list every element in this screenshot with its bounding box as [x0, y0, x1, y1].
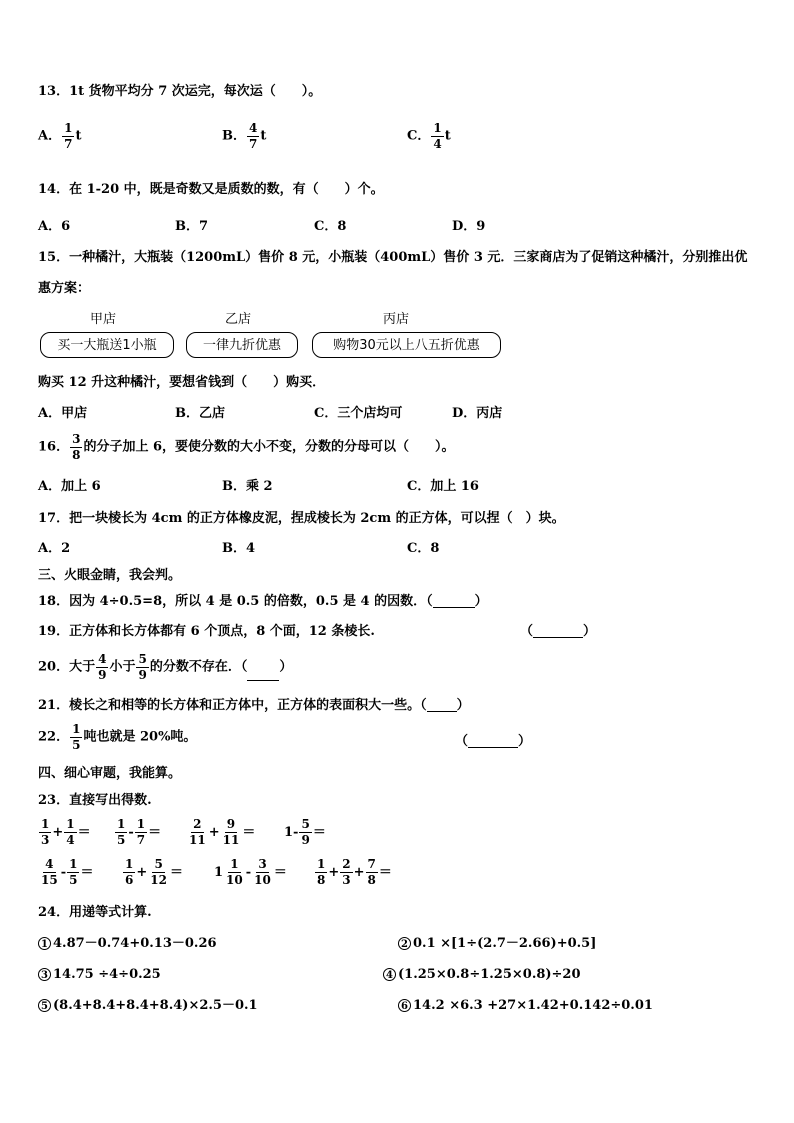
circled-number-icon: 3	[38, 968, 51, 981]
q15-option-a: A．甲店	[38, 406, 88, 421]
q24-item-3: 3 14.75 ÷4÷0.25	[38, 968, 161, 981]
q22-answer-blank[interactable]	[468, 747, 518, 748]
operator: ＝	[80, 864, 94, 880]
q14-option-b: B．7	[175, 219, 209, 234]
q17-option-a: A．2	[38, 541, 71, 556]
fraction: $\frac{2}{3}$	[342, 857, 351, 887]
fraction: $\frac{1}{8}$	[317, 857, 326, 887]
fraction: $\frac{1}{5}$	[117, 817, 126, 847]
q19-text: 19．正方体和长方体都有 6 个顶点，8 个面，12 条棱长.	[38, 624, 375, 639]
operator: 1-	[284, 824, 299, 840]
q15-text-line1: 15．一种橘汁，大瓶装（1200mL）售价 8 元，小瓶装（400mL）售价 3 元．三家商店为了促销这种橘汁，分别推出优	[38, 250, 748, 265]
q23-expr-7	[214, 858, 287, 886]
operator: ＝	[273, 864, 287, 880]
operator: ＝	[148, 824, 162, 840]
fraction: $\frac{7}{8}$	[367, 857, 376, 887]
q13-text: 13．1t 货物平均分 7 次运完，每次运（ ）。	[38, 84, 322, 99]
q23-expr-6	[122, 858, 183, 886]
operator: +	[353, 864, 365, 880]
q23-text: 23．直接写出得数.	[38, 793, 152, 808]
operator: 1	[214, 864, 224, 880]
q15-option-c: C．三个店均可	[314, 406, 403, 421]
fraction: $\frac{1}{3}$	[41, 817, 50, 847]
operator: +	[208, 824, 220, 840]
fraction: $\frac{4}{15}$	[41, 857, 58, 887]
q14-option-c: C．8	[314, 219, 347, 234]
q16-option-a: A．加上 6	[38, 479, 101, 494]
section-4-heading: 四、细心审题，我能算。	[38, 766, 182, 781]
q13-option-a: A． $\frac{1}{7}$ t	[38, 121, 82, 151]
q16-option-c: C．加上 16	[407, 479, 479, 494]
q18-text: 18．因为 4÷0.5=8，所以 4 是 0.5 的倍数，0.5 是 4 的因数．（ ）	[38, 594, 488, 609]
q23-expr-3	[186, 818, 255, 846]
q24-item-6: 6 14.2 ×6.3 +27×1.42+0.142÷0.01	[398, 999, 653, 1012]
operator: +	[136, 864, 148, 880]
q16-text: 16． $\frac{3}{8}$ 的分子加上 6，要使分数的大小不变，分数的分母可以（ ）。	[38, 432, 455, 462]
q24-item-2: 2 0.1 ×[1÷(2.7－2.66)+0.5]	[398, 937, 596, 950]
q20-text: 20．大于 $\frac{4}{9}$ 小于 $\frac{5}{9}$ 的分数不存在．（ ）	[38, 652, 293, 682]
fraction: $\frac{9}{11}$	[222, 817, 240, 847]
fraction: $\frac{1}{4}$	[66, 817, 75, 847]
operator: ＝	[169, 864, 183, 880]
q23-expr-5	[38, 858, 93, 886]
q22-paren: （ ）	[455, 734, 532, 749]
q24-item-5: 5 (8.4+8.4+8.4+8.4)×2.5－0.1	[38, 999, 258, 1012]
q23-expr-1	[38, 818, 91, 846]
q23-expr-2	[114, 818, 161, 846]
circled-number-icon: 4	[383, 968, 396, 981]
q24-item-1: 1 4.87－0.74+0.13－0.26	[38, 937, 217, 950]
q21-text: 21．棱长之和相等的长方体和正方体中，正方体的表面积大一些。（ ）	[38, 698, 470, 713]
fraction: $\frac{5}{12}$	[150, 857, 167, 887]
operator: +	[328, 864, 340, 880]
fraction: $\frac{1}{6}$	[125, 857, 134, 887]
q15-question: 购买 12 升这种橘汁，要想省钱到（ ）购买．	[38, 375, 326, 390]
fraction: $\frac{1}{5}$	[69, 857, 78, 887]
shop-label-yi: 乙店	[225, 312, 252, 327]
operator: ＝	[242, 824, 256, 840]
q19-paren: （ ）	[520, 624, 597, 639]
operator: -	[128, 824, 134, 840]
q23-expr-8	[314, 858, 392, 886]
shop-label-jia: 甲店	[90, 312, 117, 327]
shop-offer-yi: 一律九折优惠	[186, 332, 298, 358]
operator: -	[245, 864, 252, 880]
shop-offer-jia: 买一大瓶送1小瓶	[40, 332, 174, 358]
fraction: $\frac{5}{9}$	[301, 817, 310, 847]
circled-number-icon: 1	[38, 937, 51, 950]
q13-option-b: B． $\frac{4}{7}$ t	[222, 121, 267, 151]
fraction: $\frac{3}{10}$	[254, 857, 271, 887]
q17-option-c: C．8	[407, 541, 440, 556]
operator: -	[60, 864, 67, 880]
q15-option-d: D．丙店	[452, 406, 503, 421]
shop-label-bing: 丙店	[383, 312, 410, 327]
section-3-heading: 三、火眼金睛，我会判。	[38, 568, 182, 583]
operator: ＝	[77, 824, 91, 840]
circled-number-icon: 5	[38, 999, 51, 1012]
fraction: $\frac{1}{10}$	[226, 857, 243, 887]
fraction: $\frac{1}{7}$	[136, 817, 146, 847]
shop-offer-bing: 购物30元以上八五折优惠	[312, 332, 501, 358]
q15-option-b: B．乙店	[175, 406, 225, 421]
q19-answer-blank[interactable]	[533, 637, 583, 638]
q23-expr-4	[284, 818, 326, 846]
q18-answer-blank[interactable]	[433, 607, 475, 608]
q14-text: 14．在 1-20 中，既是奇数又是质数的数，有（ ）个。	[38, 182, 384, 197]
operator: ＝	[312, 824, 326, 840]
q13-option-c: C． $\frac{1}{4}$ t	[407, 121, 451, 151]
q16-option-b: B．乘 2	[222, 479, 273, 494]
q24-text: 24．用递等式计算.	[38, 905, 152, 920]
q17-option-b: B．4	[222, 541, 256, 556]
operator: +	[52, 824, 64, 840]
q17-text: 17．把一块棱长为 4cm 的正方体橡皮泥，捏成棱长为 2cm 的正方体，可以捏（ ）块。	[38, 511, 565, 526]
operator: ＝	[378, 864, 392, 880]
circled-number-icon: 2	[398, 937, 411, 950]
circled-number-icon: 6	[398, 999, 411, 1012]
q21-answer-blank[interactable]	[427, 711, 457, 712]
q15-text-line2: 惠方案：	[38, 281, 91, 296]
q20-answer-blank[interactable]	[247, 680, 279, 681]
q14-option-a: A．6	[38, 219, 71, 234]
q22-text: 22． $\frac{1}{5}$ 吨也就是 20%吨。	[38, 722, 197, 752]
q24-item-4: 4 (1.25×0.8÷1.25×0.8)÷20	[383, 968, 581, 981]
fraction: $\frac{2}{11}$	[189, 817, 206, 847]
q14-option-d: D．9	[452, 219, 486, 234]
